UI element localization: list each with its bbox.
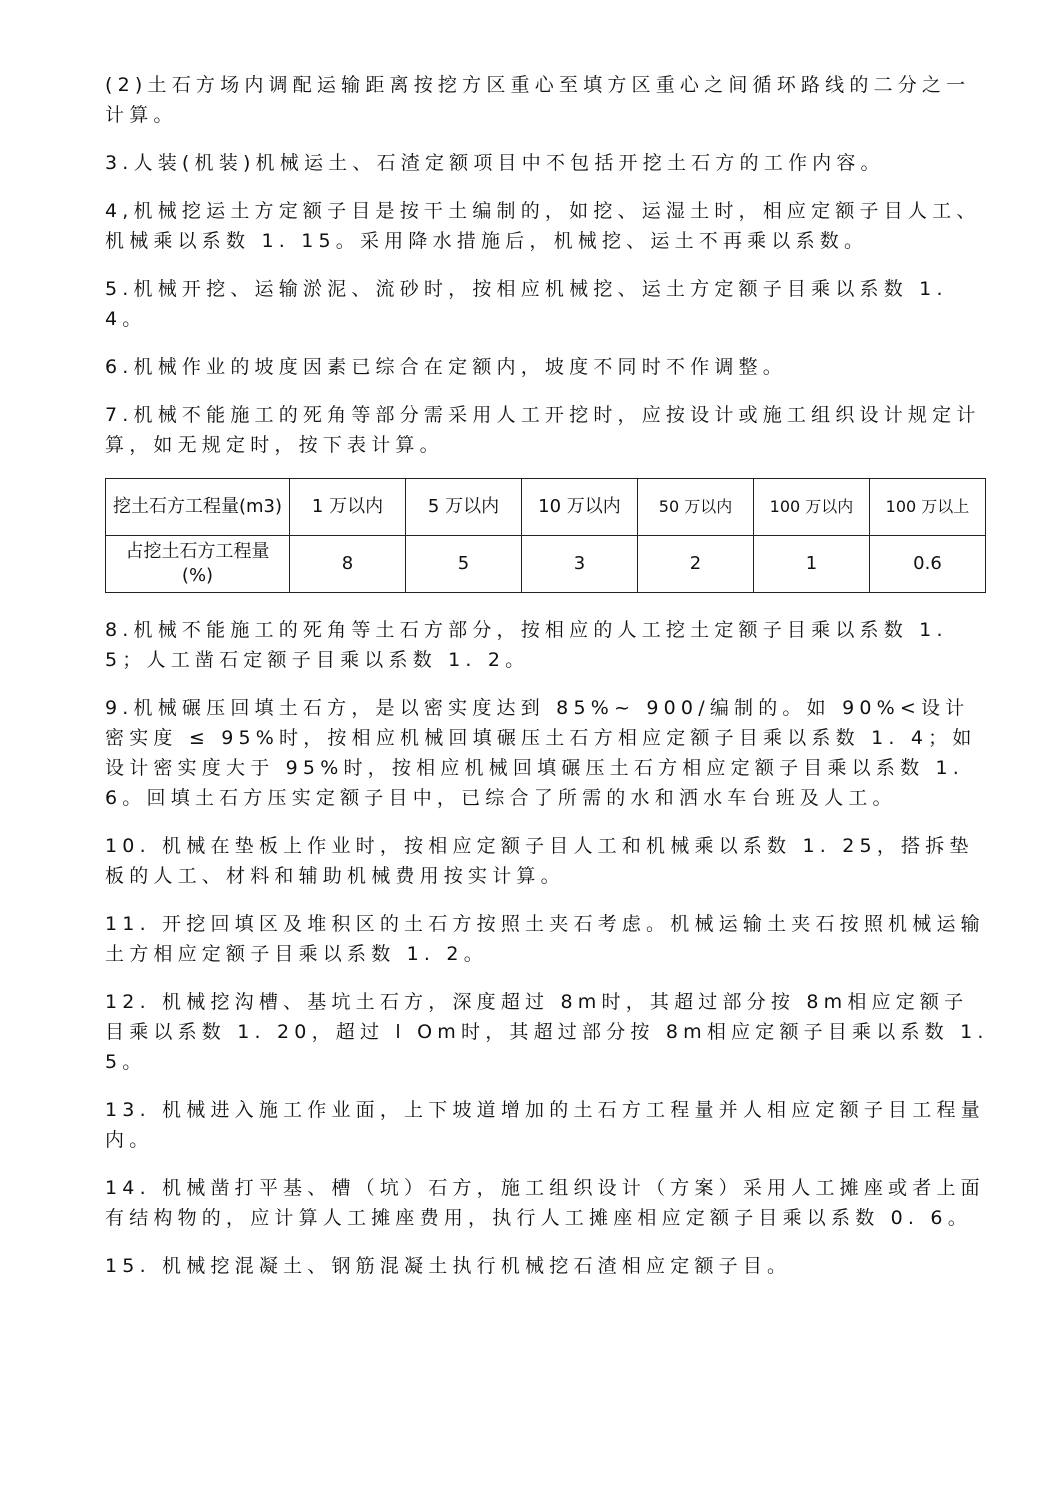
document-page [105,70,990,1299]
table-cell: 10 万以内 [522,479,638,536]
table-cell: 5 [406,536,522,593]
table-row [106,479,986,536]
paragraph-2-transport-distance: (2)土石方场内调配运输距离按挖方区重心至填方区重心之间循环路线的二分之一计算。 [105,74,971,126]
paragraph-12-trench-depth: 12. 机械挖沟槽、基坑土石方，深度超过 8m时，其超过部分按 8m相应定额子目乘以系数 1. 20，超过 l Om时，其超过部分按 8m相应定额子目乘以系数 1. 5。 [105,991,989,1073]
paragraph-10-bedplate: 10. 机械在垫板上作业时，按相应定额子目人工和机械乘以系数 1. 25，搭拆垫板的人工、材料和辅助机械费用按实计算。 [105,835,974,887]
paragraph-11-backfill-area: 11. 开挖回填区及堆积区的土石方按照土夹石考虑。机械运输土夹石按照机械运输土方相应定额子目乘以系数 1. 2。 [105,913,985,965]
table-row [106,536,986,593]
manual-excavation-rate-table [105,478,986,593]
paragraph-8-dead-corner-factor: 8.机械不能施工的死角等土石方部分，按相应的人工挖土定额子目乘以系数 1. 5；人工凿石定额子目乘以系数 1. 2。 [105,619,948,671]
paragraph-13-ramp: 13. 机械进入施工作业面，上下坡道增加的土石方工程量并人相应定额子目工程量内。 [105,1099,985,1151]
table-cell: 50 万以内 [638,479,754,536]
paragraph-15-concrete: 15. 机械挖混凝土、钢筋混凝土执行机械挖石渣相应定额子目。 [105,1255,792,1277]
rate-table-wrapper [105,478,990,593]
paragraph-7-dead-corner: 7.机械不能施工的死角等部分需采用人工开挖时，应按设计或施工组织设计规定计算，如无规定时，按下表计算。 [105,404,981,456]
table-header-cell: 挖土石方工程量(m3) [106,479,290,536]
paragraph-5-silt-sand-factor: 5.机械开挖、运输淤泥、流砂时，按相应机械挖、运土方定额子目乘以系数 1. 4。 [105,278,948,330]
table-cell: 5 万以内 [406,479,522,536]
paragraph-9-compaction: 9.机械碾压回填土石方，是以密实度达到 85%~ 900/编制的。如 90%<设计密实度 ≤ 95%时，按相应机械回填碾压土石方相应定额子目乘以系数 1. 4；如设计密实度大于 95%时，按相应机械回填碾压土石方相应定额子目乘以系数 1. 6。回填土石方压实定额子目中，已综合了所需的水和洒水车台班及人工。 [105,697,977,809]
paragraph-3-loading-exclusion: 3.人装(机装)机械运土、石渣定额项目中不包括开挖土石方的工作内容。 [105,152,885,174]
table-cell: 3 [522,536,638,593]
table-cell: 0.6 [870,536,986,593]
table-cell: 8 [290,536,406,593]
table-cell: 100 万以内 [754,479,870,536]
table-cell: 100 万以上 [870,479,986,536]
table-cell: 1 [754,536,870,593]
table-cell: 2 [638,536,754,593]
paragraph-14-chiseling: 14. 机械凿打平基、槽（坑）石方，施工组织设计（方案）采用人工摊座或者上面有结构物的，应计算人工摊座费用，执行人工摊座相应定额子目乘以系数 0. 6。 [105,1177,985,1229]
paragraph-4-wet-soil-factor: 4,机械挖运土方定额子目是按干土编制的，如挖、运湿土时，相应定额子目人工、机械乘以系数 1. 15。采用降水措施后，机械挖、运土不再乘以系数。 [105,200,981,252]
table-header-cell: 占挖土石方工程量(%) [106,536,290,593]
paragraph-6-slope: 6.机械作业的坡度因素已综合在定额内，坡度不同时不作调整。 [105,356,787,378]
table-cell: 1 万以内 [290,479,406,536]
